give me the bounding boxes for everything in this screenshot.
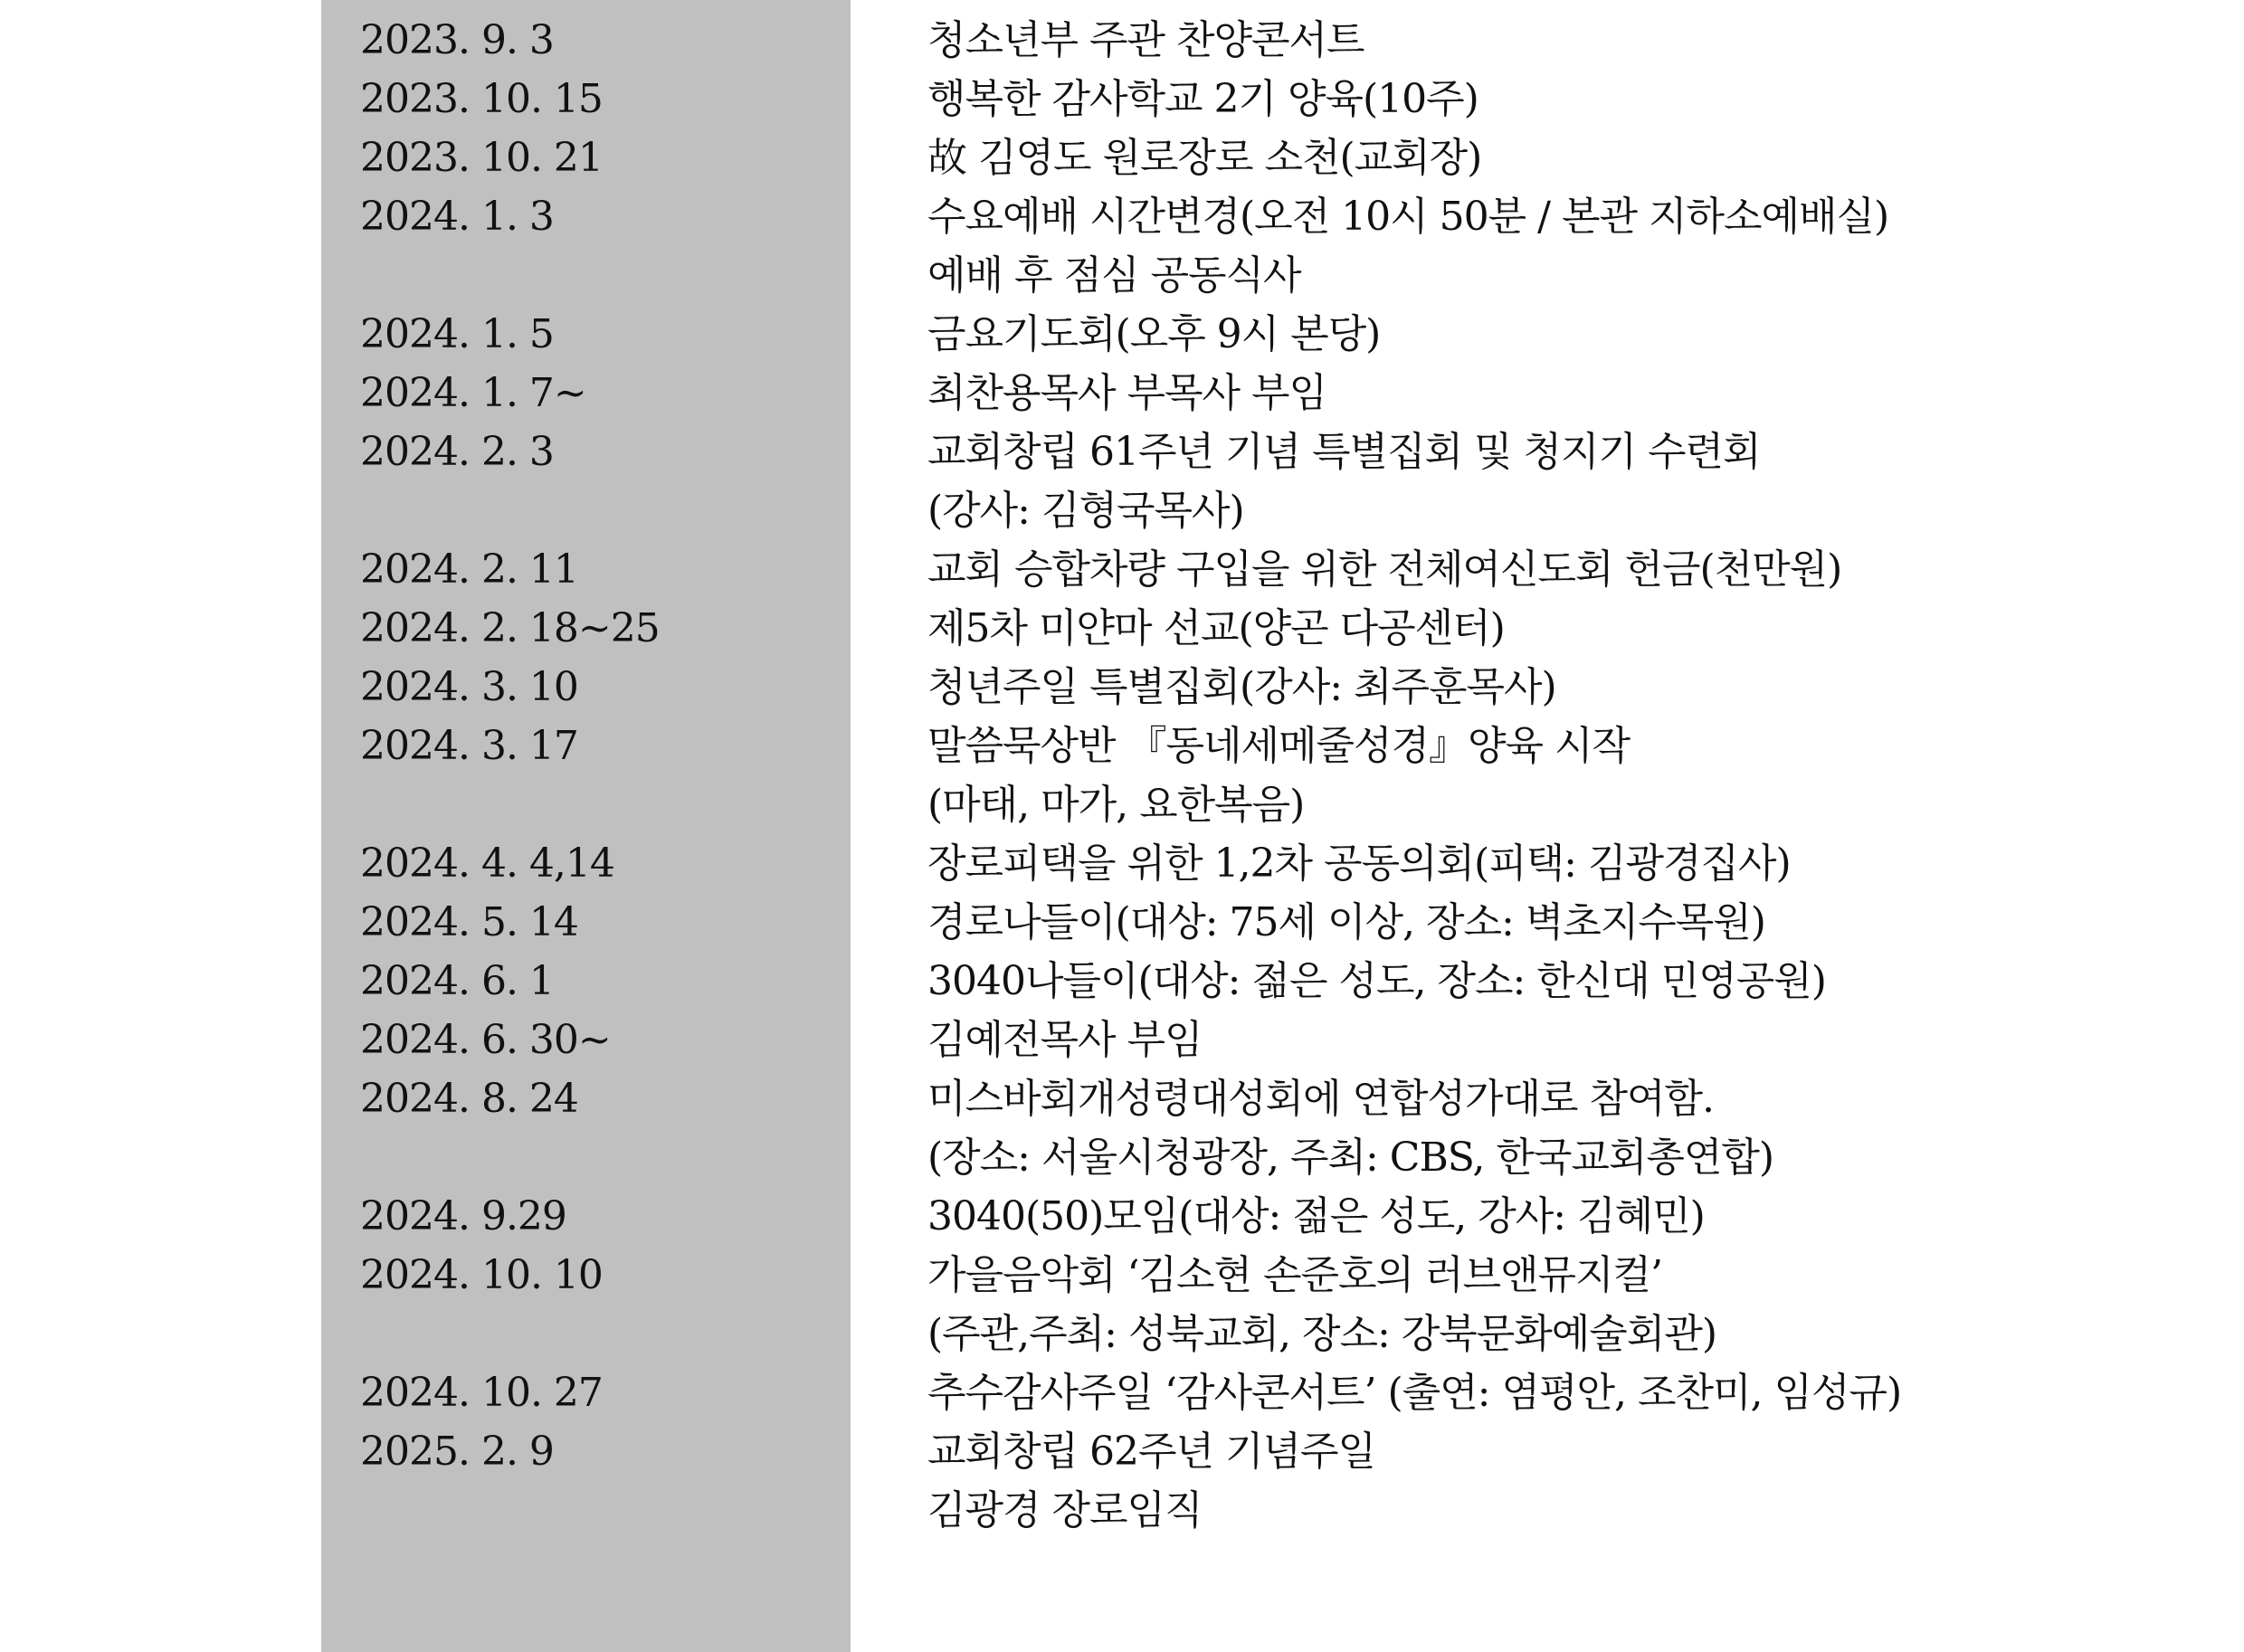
event-date: 2024. 1. 7~ (360, 370, 586, 416)
timeline-row (0, 540, 2244, 599)
timeline-row (0, 1011, 2244, 1069)
event-date: 2024. 6. 1 (360, 958, 554, 1004)
event-description: 청소년부 주관 찬양콘서트 (927, 17, 1364, 63)
timeline-row (0, 246, 2244, 305)
event-description: 3040나들이(대상: 젊은 성도, 장소: 한신대 민영공원) (927, 958, 1826, 1004)
event-date: 2024. 9.29 (360, 1193, 566, 1239)
timeline-row (0, 1187, 2244, 1246)
church-history-timeline (0, 11, 2244, 1540)
event-description: (마태, 마가, 요한복음) (927, 782, 1305, 828)
event-description: 가을음악회 ‘김소현 손준호의 러브앤뮤지컬’ (927, 1252, 1663, 1298)
event-description: 김예전목사 부임 (927, 1017, 1203, 1063)
timeline-row (0, 11, 2244, 70)
timeline-row (0, 1305, 2244, 1363)
event-date: 2024. 10. 27 (360, 1370, 603, 1416)
event-description: 제5차 미얀마 선교(양곤 다공센터) (927, 605, 1505, 651)
event-date: 2024. 1. 3 (360, 194, 554, 240)
timeline-row (0, 1422, 2244, 1481)
event-date: 2024. 3. 17 (360, 723, 578, 769)
event-description: 故 김영도 원로장로 소천(교회장) (927, 135, 1482, 181)
event-date: 2024. 10. 10 (360, 1252, 603, 1298)
event-description: (강사: 김형국목사) (927, 488, 1244, 534)
timeline-row (0, 1246, 2244, 1305)
timeline-row (0, 599, 2244, 658)
event-description: 청년주일 특별집회(강사: 최주훈목사) (927, 664, 1556, 710)
event-description: (장소: 서울시청광장, 주최: CBS, 한국교회총연합) (927, 1135, 1774, 1181)
event-date: 2024. 2. 3 (360, 429, 554, 475)
timeline-row (0, 187, 2244, 246)
event-description: 행복한 감사학교 2기 양육(10주) (927, 76, 1479, 122)
timeline-row (0, 658, 2244, 717)
timeline-row (0, 717, 2244, 775)
timeline-row (0, 834, 2244, 893)
event-date: 2025. 2. 9 (360, 1429, 554, 1475)
event-date: 2024. 4. 4,14 (360, 840, 614, 887)
event-description: 수요예배 시간변경(오전 10시 50분 / 본관 지하소예배실) (927, 194, 1889, 240)
event-description: 말씀묵상반 『동네세메줄성경』양육 시작 (927, 723, 1631, 769)
timeline-row (0, 1481, 2244, 1540)
event-date: 2024. 1. 5 (360, 311, 554, 357)
timeline-row (0, 775, 2244, 834)
event-description: 교회창립 61주년 기념 특별집회 및 청지기 수련회 (927, 429, 1761, 475)
event-date: 2023. 9. 3 (360, 17, 554, 63)
event-description: 장로피택을 위한 1,2차 공동의회(피택: 김광경집사) (927, 840, 1791, 887)
timeline-row (0, 128, 2244, 187)
timeline-row (0, 1363, 2244, 1422)
event-description: 최찬용목사 부목사 부임 (927, 370, 1327, 416)
timeline-row (0, 364, 2244, 422)
event-description: 교회창립 62주년 기념주일 (927, 1429, 1375, 1475)
event-description: 예배 후 점심 공동식사 (927, 252, 1301, 299)
timeline-row (0, 952, 2244, 1011)
event-description: 추수감사주일 ‘감사콘서트’ (출연: 염평안, 조찬미, 임성규) (927, 1370, 1902, 1416)
event-date: 2024. 5. 14 (360, 899, 578, 945)
event-description: 교회 승합차량 구입을 위한 전체여신도회 헌금(천만원) (927, 546, 1842, 593)
event-date: 2024. 2. 11 (360, 546, 578, 593)
timeline-row (0, 70, 2244, 128)
event-description: 3040(50)모임(대상: 젊은 성도, 강사: 김혜민) (927, 1193, 1705, 1239)
event-date: 2023. 10. 21 (360, 135, 603, 181)
timeline-row (0, 1128, 2244, 1187)
event-description: 경로나들이(대상: 75세 이상, 장소: 벽초지수목원) (927, 899, 1765, 945)
event-description: 김광경 장로임직 (927, 1487, 1203, 1533)
event-date: 2024. 2. 18~25 (360, 605, 660, 651)
timeline-row (0, 1069, 2244, 1128)
timeline-row (0, 481, 2244, 540)
event-date: 2024. 6. 30~ (360, 1017, 611, 1063)
timeline-row (0, 893, 2244, 952)
event-description: 미스바회개성령대성회에 연합성가대로 참여함. (927, 1076, 1715, 1122)
timeline-row (0, 422, 2244, 481)
timeline-row (0, 305, 2244, 364)
event-description: 금요기도회(오후 9시 본당) (927, 311, 1381, 357)
event-date: 2024. 8. 24 (360, 1076, 578, 1122)
event-date: 2024. 3. 10 (360, 664, 578, 710)
event-description: (주관,주최: 성북교회, 장소: 강북문화예술회관) (927, 1311, 1716, 1357)
event-date: 2023. 10. 15 (360, 76, 603, 122)
